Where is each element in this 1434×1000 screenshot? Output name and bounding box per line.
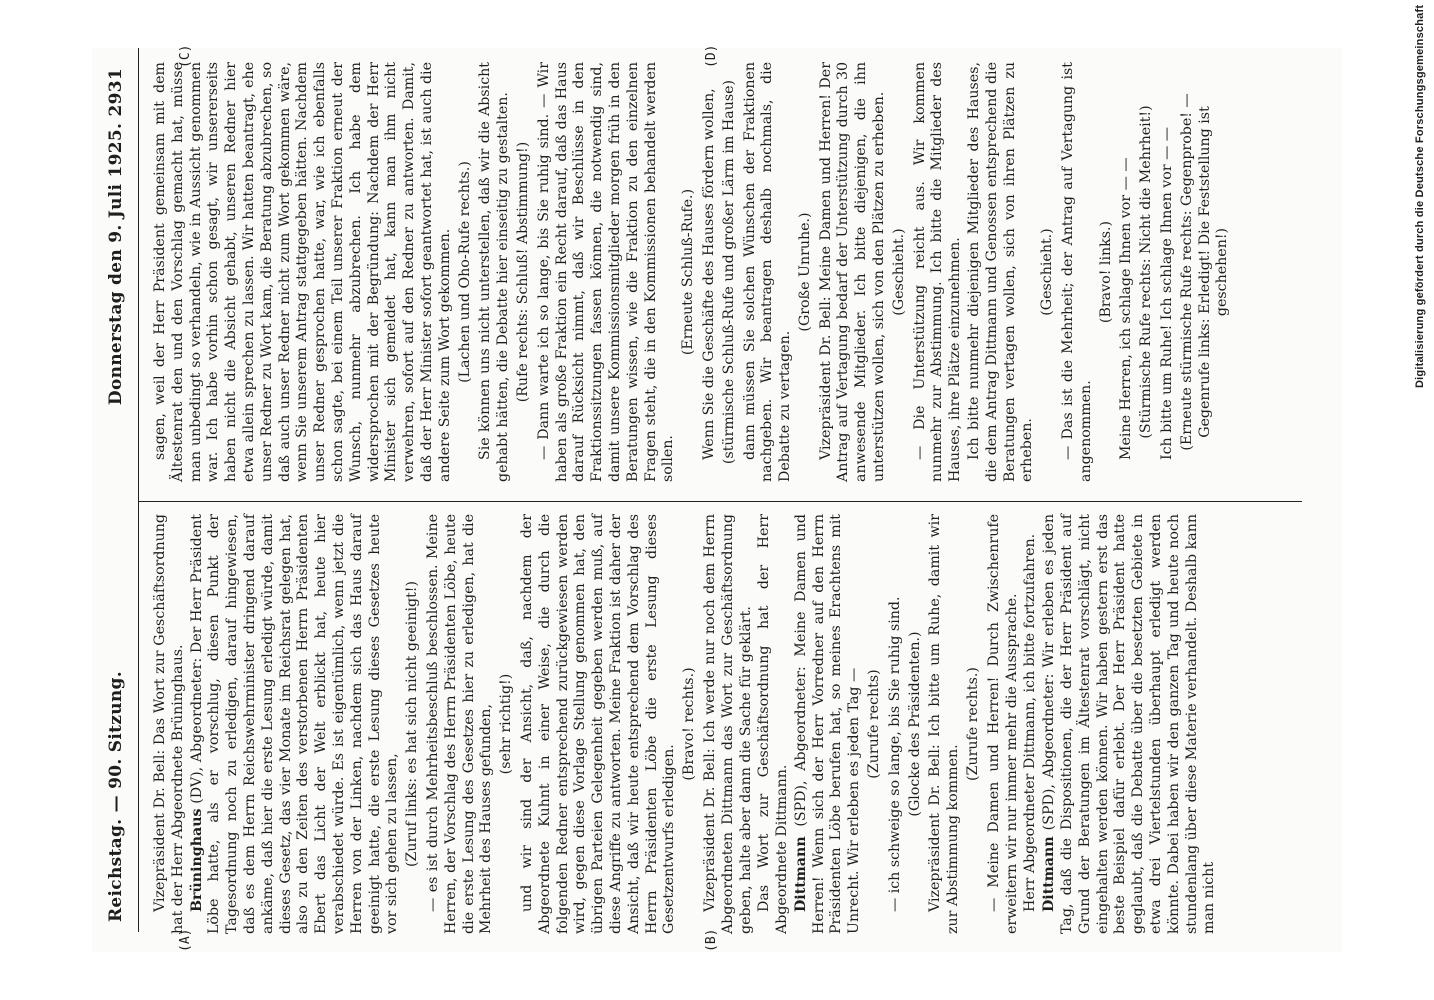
paragraph: [519, 514, 679, 934]
margin-marker-c: (C): [178, 44, 193, 68]
paragraph-text: (SPD), Abgeordneter: Wir erleben es jeden Tag, daß die Dispositionen, die der Herr Präsident auf Grund der Beratungen im Ältestenrat vorschlägt, nicht eingehalten werden können. Wir haben gestern erst das beste Beispiel dafür erlebt. Der Herr Präsident hatte geglaubt, daß die Debatte über die besetzten Gebiete in etwa drei Viertelstunden überhaupt erledigt werden könnte. Dabei haben wir den ganzen Tag und heute noch stundenlang über diese Materie verhandelt. Deshalb kann man nicht: [1041, 514, 1218, 934]
paragraph: [793, 514, 864, 934]
interjection: [515, 62, 533, 482]
margin-marker-a: (A): [178, 928, 193, 952]
paragraph: [912, 62, 965, 482]
speaker-name: Brüninghaus: [188, 808, 205, 912]
header-left: Reichstag. — 90. Sitzung.: [106, 671, 126, 922]
paragraph: [986, 514, 1022, 934]
paragraph: [1159, 62, 1177, 482]
paragraph-text: — ich schweige so lange, bis Sie ruhig sind.: [886, 596, 903, 912]
paragraph: [702, 514, 755, 934]
paragraph: [189, 514, 403, 934]
paragraph-text: (SPD), Abgeordneter: Meine Damen und Herren! Wenn sich der Herr Vorredner auf den Herrn Präsidenten Löbe berufen hat, so meines Erachtens mit Unrecht. Wir erleben es jeden Tag —: [792, 514, 863, 934]
paragraph: [425, 514, 496, 934]
paragraph-text: (Erneute Schluß-Rufe.): [680, 188, 697, 356]
paragraph-text: Ich bitte um Ruhe! Ich schlage Ihnen vor — —: [1159, 127, 1176, 460]
speaker-name: Dittmann: [792, 836, 809, 912]
right-column: [152, 62, 1235, 482]
paragraph-text: Wenn Sie die Geschäfte des Hauses fördern wollen,: [700, 88, 717, 460]
paragraph-text: (Geschieht.): [1039, 228, 1056, 316]
paragraph-text: — Das ist die Mehrheit; der Antrag auf Vertagung ist angenommen.: [1060, 62, 1094, 482]
interjection: [866, 514, 884, 934]
paragraph: [927, 514, 963, 934]
paragraph-text: (Zuruf links: es hat sich nicht geeinigt!): [404, 580, 421, 868]
speaker-name: Dittmann: [1041, 836, 1058, 912]
paragraph-text: dann müssen Sie solchen Wünschen der Fraktionen nachgeben. Wir beantragen deshalb nochmals, die Debatte zu vertagen.: [741, 62, 794, 482]
paragraph: [152, 62, 455, 482]
interjection: [797, 62, 815, 482]
paragraph-text: (Stürmische Rufe rechts: Nicht die Mehrheit!): [1138, 105, 1155, 439]
dfg-credit: [1414, 0, 1427, 388]
paragraph-text: (Lachen und Oho-Rufe rechts.): [456, 161, 473, 383]
paragraph-text: — Die Unterstützung reicht aus. Wir kommen nunmehr zur Abstimmung. Ich bitte die Mitglieder des Hauses, ihre Plätze einzunehmen.: [911, 62, 964, 482]
interjection: [457, 62, 475, 482]
margin-marker-b: (B): [704, 928, 719, 952]
paragraph: [1118, 62, 1136, 482]
paragraph: [152, 514, 188, 934]
paragraph-text: Vizepräsident Dr. Bell: Ich werde nur noch dem Herrn Abgeordneten Dittmann das Wort zur Geschäftsordnung geben, halte aber dann die Sache für geklärt.: [701, 514, 754, 934]
paragraph-text: (Große Unruhe.): [796, 212, 813, 332]
paragraph-text: Vizepräsident Dr. Bell: Ich bitte um Ruhe, damit wir zur Abstimmung kommen.: [927, 514, 962, 934]
paragraph-text: (Rufe rechts: Schluß! Abstimmung!): [514, 141, 531, 403]
paragraph: [701, 62, 719, 482]
paragraph-text: — Meine Damen und Herren! Durch Zwischenrufe erweitern wir nur immer mehr die Aussprache.: [985, 514, 1020, 934]
paragraph-text: sagen, weil der Herr Präsident gemeinsam mit dem Ältestenrat den und den Vorschlag gemacht hat, müsse man unbedingt so verhandeln, wie in Aussicht genommen war. Ich habe vorhin schon gesagt, wir unsererseits haben nicht die Absicht gehabt, unseren Redner hier etwa allein sprechen zu lassen. Wir hatten beantragt, ehe unser Redner zu Wort kam, die Beratung abzubrechen, so daß auch unser Redner nicht zum Wort gekommen wäre, wenn Sie unserem Antrag stattgegeben hätten. Nachdem unser Redner gesprochen hatte, war, wie ich ebenfalls schon sagte, bei einem Teil unserer Fraktion erneut der Wunsch, nunmehr abzubrechen. Ich habe dem widersprochen mit der Begründung: Nachdem der Herr Minister sich gemeldet hat, kann man ihm nicht verwehren, sofort auf den Redner zu antworten. Damit, daß der Herr Minister sofort geantwortet hat, ist auch die andere Seite zum Wort gekommen.: [152, 62, 453, 482]
header-rule: [138, 48, 139, 932]
paragraph-text: Sie können uns nicht unterstellen, daß wir die Absicht gehabt hätten, die Debatte hier einseitig zu gestalten.: [477, 62, 512, 482]
paragraph-text: (stürmische Schluß-Rufe und großer Lärm im Hause): [720, 79, 737, 465]
paragraph-text: (Zurufe rechts): [866, 669, 883, 779]
document-page: [92, 44, 1342, 952]
paragraph-text: Das Wort zur Geschäftsordnung hat der Herr Abgeordnete Dittmann.: [756, 514, 791, 934]
paragraph-text: (Glocke des Präsidenten.): [906, 631, 923, 817]
paragraph: [1060, 62, 1096, 482]
paragraph-text: Meine Herren, ich schlage Ihnen vor — —: [1118, 157, 1135, 460]
paragraph-text: (Zurufe rechts.): [965, 667, 982, 781]
paragraph-text: und wir sind der Ansicht, daß, nachdem der Abgeordnete Kuhnt in einer Weise, die durch die folgenden Redner entsprechend zurückgewiesen werden wird, gegen diese Vorlage Stellung genommen hat, den übrigen Parteien Gelegenheit gegeben werden muß, auf diese Angriffe zu antworten. Meine Fraktion ist daher der Ansicht, daß wir heute entsprechend dem Vorschlag des Herrn Präsidenten Löbe die erste Lesung dieses Gesetzentwurfs erledigen.: [518, 514, 678, 934]
paragraph-text: — es ist durch Mehrheitsbeschluß beschlossen. Meine Herren, der Vorschlag des Herrn Präsidenten Löbe, heute die erste Lesung des Gesetzes hier zu erledigen, hat die Mehrheit des Hauses gefunden,: [424, 514, 495, 934]
paragraph: [1041, 514, 1219, 934]
paragraph: [966, 62, 1037, 482]
column-divider: [138, 501, 1302, 502]
interjection: [404, 514, 422, 934]
paragraph: [887, 514, 905, 934]
interjection: [891, 62, 909, 482]
margin-marker-d: (D): [704, 44, 719, 68]
paragraph-text: (Erneute stürmische Rufe rechts: Gegenprobe! — Gegenrufe links: Erledigt! Die Feststellung ist geschehen!): [1178, 93, 1231, 451]
paragraph: [818, 62, 889, 482]
interjection: [1039, 62, 1057, 482]
paragraph-text: (Geschieht.): [890, 228, 907, 316]
interjection: [721, 62, 739, 482]
paragraph-text: (Bravo! rechts.): [681, 667, 698, 781]
interjection: [965, 514, 983, 934]
interjection: [907, 514, 925, 934]
header-right: Donnerstag den 9. Juli 1925. 2931: [106, 68, 126, 406]
paragraph: [536, 62, 678, 482]
credit-text: Digitalisierung gefördert durch die Deutsche Forschungsgemeinschaft: [1414, 4, 1426, 388]
interjection: [1138, 62, 1156, 482]
paragraph: [742, 62, 795, 482]
paragraph-text: Vizepräsident Dr. Bell: Das Wort zur Geschäftsordnung hat der Herr Abgeordnete Brüninghaus.: [152, 514, 186, 934]
paragraph-text: Vizepräsident Dr. Bell: Meine Damen und Herren! Der Antrag auf Vertagung bedarf der Unterstützung durch 30 anwesende Mitglieder. Ich bitte diejenigen, die ihn unterstützen wollen, sich von den Plätzen zu erheben.: [817, 62, 888, 482]
paragraph-text: (Bravo! links.): [1097, 220, 1114, 324]
paragraph: [1022, 514, 1040, 934]
left-column: [152, 514, 1220, 934]
interjection: [1098, 62, 1116, 482]
paragraph-text: Herr Abgeordneter Dittmann, ich bitte fortzufahren.: [1022, 533, 1039, 912]
paragraph-text: (sehr richtig!): [498, 673, 515, 775]
interjection: [1179, 62, 1232, 482]
interjection: [680, 62, 698, 482]
paragraph-text: Ich bitte nunmehr diejenigen Mitglieder des Hauses, die dem Antrag Dittmann und Genossen entsprechend die Beratungen vertagen wollen, sich von ihren Plätzen zu erheben.: [966, 62, 1036, 482]
page-header: [106, 48, 140, 952]
paragraph-text: — Dann warte ich so lange, bis Sie ruhig sind. — Wir haben als große Fraktion ein Recht darauf, daß das Haus darauf Rücksicht nimmt, daß wir Beschlüsse in den Fraktionssitzungen fassen können, die notwendig sind, damit unsere Kommissionsmitglieder morgen früh in den Beratungen wissen, wie die Fraktion zu den einzelnen Fragen steht, die in den Kommissionen behandelt werden sollen.: [535, 62, 677, 482]
paragraph-text: (DV), Abgeordneter: Der Herr Präsident Löbe hatte, als er vorschlug, diesen Punkt der Tagesordnung noch zu erledigen, darauf hingewiesen, daß es dem Herrn Reichswehrminister dringend darauf ankäme, daß hier die erste Lesung erledigt würde, damit dieses Gesetz, das vier Monate im Reichsrat gelegen hat, also zu den Zeiten des verstorbenen Herrn Präsidenten Ebert das Licht der Welt erblickt hat, heute hier verabschiedet würde. Es ist eigentümlich, wenn jetzt die Herren von der Linken, nachdem sich das Haus darauf geeinigt hatte, die erste Lesung dieses Gesetzes heute vor sich gehen zu lassen,: [188, 514, 401, 934]
interjection: [681, 514, 699, 934]
paragraph: [477, 62, 513, 482]
paragraph: [756, 514, 792, 934]
interjection: [498, 514, 516, 934]
